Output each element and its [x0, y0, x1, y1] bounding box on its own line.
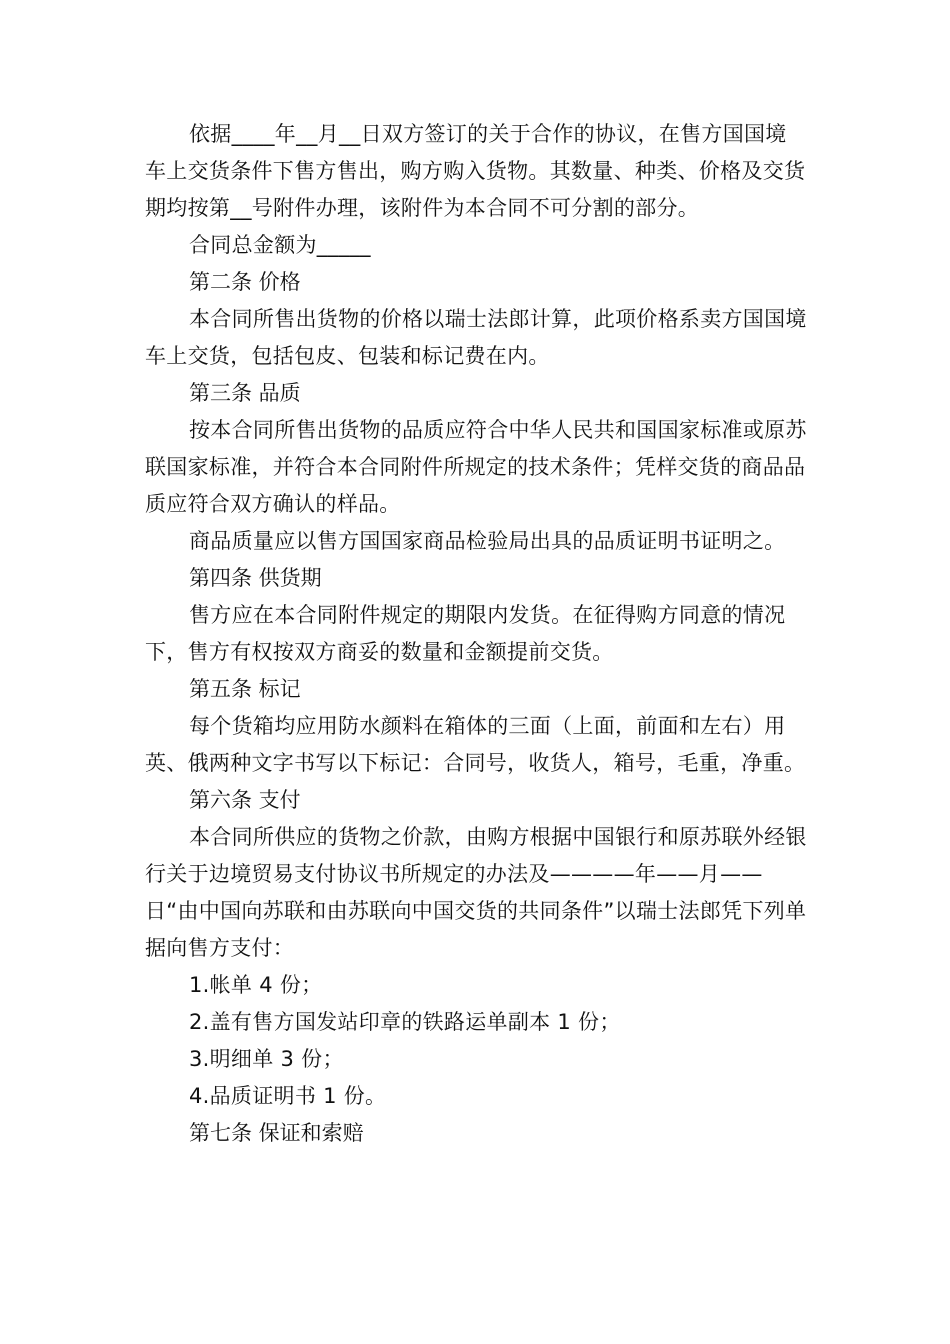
list-item-detail-list: 3.明细单 3 份；: [189, 1047, 344, 1071]
paragraph-delivery: 售方应在本合同附件规定的期限内发货。在征得购方同意的情况下，售方有权按双方商妥的数量和金额提前交货。: [145, 603, 786, 664]
heading-article-6: 第六条 支付: [189, 788, 301, 812]
paragraph-agreement-basis: 依据____年__月__日双方签订的关于合作的协议，在售方国国境车上交货条件下售方售出，购方购入货物。其数量、种类、价格及交货期均按第__号附件办理，该附件为本合同不可分割的部分。: [145, 122, 806, 220]
list-item-quality-certificate: 4.品质证明书 1 份。: [189, 1084, 387, 1108]
list-item-invoice: 1.帐单 4 份；: [189, 973, 323, 997]
heading-article-3: 第三条 品质: [189, 381, 301, 405]
paragraph-quality-certificate: 商品质量应以售方国国家商品检验局出具的品质证明书证明之。: [189, 529, 786, 553]
heading-article-2: 第二条 价格: [189, 270, 301, 294]
document-page: [145, 116, 807, 1152]
paragraph-quality-standard: 按本合同所售出货物的品质应符合中华人民共和国国家标准或原苏联国家标准，并符合本合同附件所规定的技术条件；凭样交货的商品品质应符合双方确认的样品。: [145, 418, 807, 516]
heading-article-5: 第五条 标记: [189, 677, 301, 701]
paragraph-total-amount: 合同总金额为_____: [189, 233, 371, 257]
list-item-waybill: 2.盖有售方国发站印章的铁路运单副本 1 份；: [189, 1010, 621, 1034]
heading-article-7: 第七条 保证和索赔: [189, 1121, 364, 1145]
paragraph-marking: 每个货箱均应用防水颜料在箱体的三面（上面，前面和左右）用英、俄两种文字书写以下标记：合同号，收货人，箱号，毛重，净重。: [145, 714, 806, 775]
paragraph-price: 本合同所售出货物的价格以瑞士法郎计算，此项价格系卖方国国境车上交货，包括包皮、包装和标记费在内。: [145, 307, 807, 368]
heading-article-4: 第四条 供货期: [189, 566, 322, 590]
paragraph-payment: 本合同所供应的货物之价款，由购方根据中国银行和原苏联外经银行关于边境贸易支付协议书所规定的办法及————年——月——日“由中国向苏联和由苏联向中国交货的共同条件”以瑞士法郎凭下列单据向售方支付：: [145, 825, 807, 960]
